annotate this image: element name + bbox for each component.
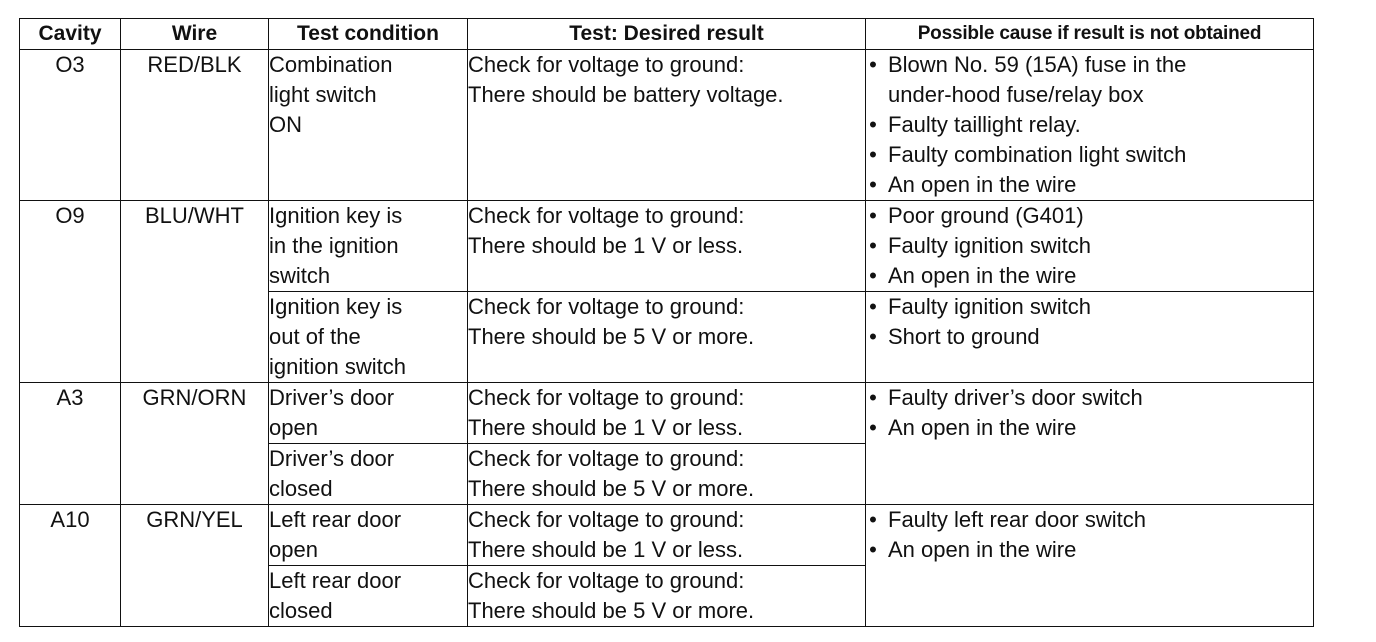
possible-cause-cell: [866, 505, 1314, 627]
cause-list: [866, 50, 1313, 200]
cause-list: [866, 292, 1313, 352]
condition-line: Ignition key is: [269, 203, 403, 228]
condition-line: Left rear door: [269, 568, 402, 593]
cavity-cell: A3: [20, 383, 121, 505]
test-condition-cell: [269, 566, 468, 627]
cause-item: [866, 140, 1313, 170]
cavity-cell: A10: [20, 505, 121, 627]
bullet-icon: •: [869, 415, 877, 440]
condition-line: closed: [269, 476, 333, 501]
test-condition-cell: [269, 292, 468, 383]
bullet-icon: •: [869, 112, 877, 137]
condition-line: Left rear door: [269, 507, 402, 532]
bullet-icon: •: [869, 294, 877, 319]
result-line: There should be battery voltage.: [468, 82, 784, 107]
result-line: Check for voltage to ground:: [468, 294, 745, 319]
wire-cell: BLU/WHT: [121, 201, 269, 383]
wire-cell: RED/BLK: [121, 50, 269, 201]
cause-item: [866, 292, 1313, 322]
condition-line: Driver’s door: [269, 446, 395, 471]
cause-item: [866, 413, 1313, 443]
result-line: Check for voltage to ground:: [468, 446, 745, 471]
result-line: There should be 1 V or less.: [468, 233, 744, 258]
desired-result-cell: [468, 201, 866, 292]
result-line: Check for voltage to ground:: [468, 52, 745, 77]
bullet-icon: •: [869, 507, 877, 532]
bullet-icon: •: [869, 263, 877, 288]
cause-line: Faulty ignition switch: [888, 294, 1091, 319]
condition-line: out of the: [269, 324, 361, 349]
table-row: [20, 505, 1314, 566]
table-row: [20, 383, 1314, 444]
test-condition-cell: [269, 444, 468, 505]
cause-list: [866, 383, 1313, 443]
cause-item: [866, 110, 1313, 140]
cause-line: Faulty combination light switch: [888, 142, 1187, 167]
test-condition-cell: [269, 201, 468, 292]
possible-cause-cell: [866, 201, 1314, 292]
condition-line: closed: [269, 598, 333, 623]
condition-line: Combination: [269, 52, 393, 77]
cause-list: [866, 505, 1313, 565]
wire-cell: GRN/ORN: [121, 383, 269, 505]
cause-line: Faulty driver’s door switch: [888, 385, 1143, 410]
cause-item: [866, 170, 1313, 200]
result-line: There should be 5 V or more.: [468, 476, 755, 501]
result-line: There should be 1 V or less.: [468, 415, 744, 440]
bullet-icon: •: [869, 233, 877, 258]
cause-line: Blown No. 59 (15A) fuse in the: [888, 52, 1187, 77]
condition-line: Ignition key is: [269, 294, 403, 319]
desired-result-cell: [468, 505, 866, 566]
cause-line: An open in the wire: [888, 263, 1077, 288]
result-line: There should be 1 V or less.: [468, 537, 744, 562]
possible-cause-cell: [866, 50, 1314, 201]
cause-line: Faulty ignition switch: [888, 233, 1091, 258]
result-line: Check for voltage to ground:: [468, 385, 745, 410]
test-condition-cell: [269, 50, 468, 201]
cause-item: [866, 261, 1313, 291]
header-possible-cause: Possible cause if result is not obtained: [866, 19, 1314, 50]
cause-line: An open in the wire: [888, 537, 1077, 562]
troubleshooting-table: [19, 18, 1314, 627]
test-condition-cell: [269, 383, 468, 444]
condition-line: light switch: [269, 82, 377, 107]
wire-cell: GRN/YEL: [121, 505, 269, 627]
header-row: [20, 19, 1314, 50]
bullet-icon: •: [869, 142, 877, 167]
cause-item: [866, 50, 1313, 110]
result-line: There should be 5 V or more.: [468, 598, 755, 623]
condition-line: in the ignition: [269, 233, 399, 258]
condition-line: ON: [269, 112, 302, 137]
possible-cause-cell: [866, 292, 1314, 383]
cavity-cell: O9: [20, 201, 121, 383]
result-line: Check for voltage to ground:: [468, 568, 745, 593]
table-row: [20, 201, 1314, 292]
result-line: Check for voltage to ground:: [468, 507, 745, 532]
bullet-icon: •: [869, 385, 877, 410]
cause-line: under-hood fuse/relay box: [888, 82, 1144, 107]
cause-list: [866, 201, 1313, 291]
cause-item: [866, 505, 1313, 535]
bullet-icon: •: [869, 52, 877, 77]
condition-line: open: [269, 415, 318, 440]
desired-result-cell: [468, 444, 866, 505]
desired-result-cell: [468, 383, 866, 444]
header-test-condition: Test condition: [269, 19, 468, 50]
cause-line: Faulty taillight relay.: [888, 112, 1081, 137]
cause-line: Faulty left rear door switch: [888, 507, 1146, 532]
cause-item: [866, 535, 1313, 565]
condition-line: Driver’s door: [269, 385, 395, 410]
cause-item: [866, 322, 1313, 352]
header-desired-result: Test: Desired result: [468, 19, 866, 50]
cause-item: [866, 201, 1313, 231]
desired-result-cell: [468, 50, 866, 201]
cavity-cell: O3: [20, 50, 121, 201]
condition-line: ignition switch: [269, 354, 406, 379]
result-line: Check for voltage to ground:: [468, 203, 745, 228]
result-line: There should be 5 V or more.: [468, 324, 755, 349]
cause-line: An open in the wire: [888, 172, 1077, 197]
cause-line: Poor ground (G401): [888, 203, 1084, 228]
bullet-icon: •: [869, 203, 877, 228]
desired-result-cell: [468, 566, 866, 627]
bullet-icon: •: [869, 172, 877, 197]
bullet-icon: •: [869, 324, 877, 349]
bullet-icon: •: [869, 537, 877, 562]
condition-line: switch: [269, 263, 331, 288]
cause-line: An open in the wire: [888, 415, 1077, 440]
cause-line: Short to ground: [888, 324, 1040, 349]
desired-result-cell: [468, 292, 866, 383]
table-row: [20, 50, 1314, 201]
cause-item: [866, 231, 1313, 261]
condition-line: open: [269, 537, 318, 562]
possible-cause-cell: [866, 383, 1314, 505]
test-condition-cell: [269, 505, 468, 566]
cause-item: [866, 383, 1313, 413]
header-cavity: Cavity: [20, 19, 121, 50]
header-wire: Wire: [121, 19, 269, 50]
